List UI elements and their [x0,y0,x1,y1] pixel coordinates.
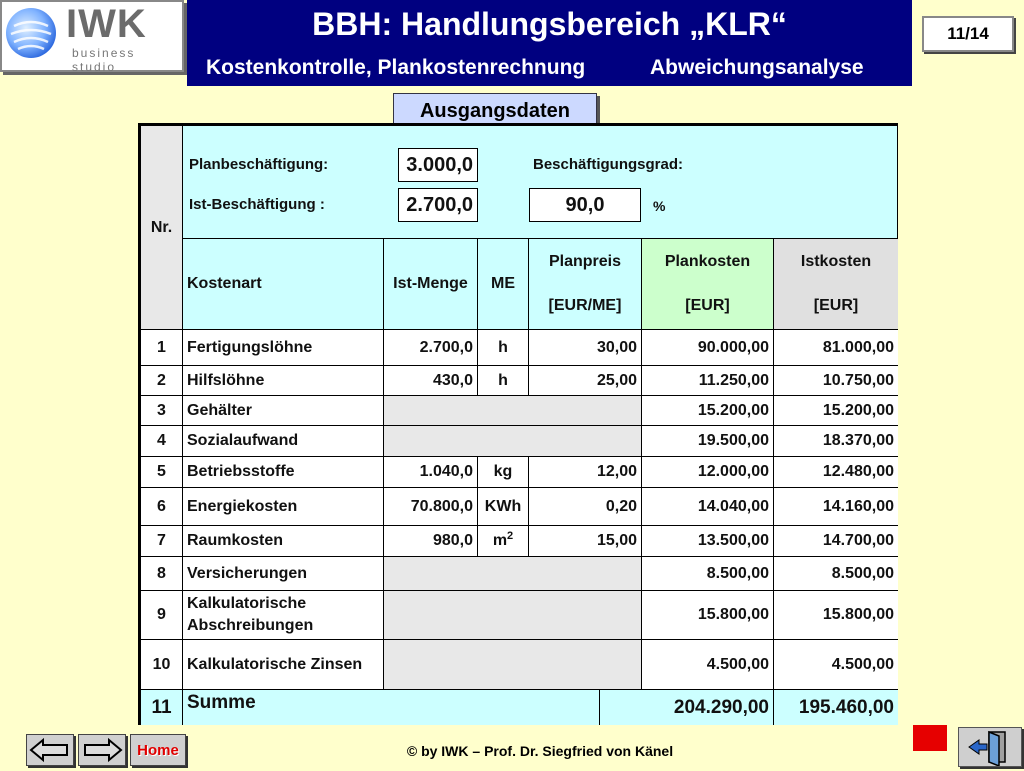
header-ist-menge: Ist-Menge [384,239,478,330]
cell-kostenart [183,591,384,640]
nr-header [141,126,183,330]
logo [0,0,184,72]
cell-kostenart: Hilfslöhne [183,366,384,396]
cell-kostenart: Sozialaufwand [183,426,384,457]
cell-me-superscript: 2 [507,530,514,542]
cell-nr: 7 [141,526,183,557]
cell-plan: 19.500,00 [642,426,774,457]
exit-button[interactable] [958,727,1022,767]
cell-menge: 980,0 [384,526,478,557]
cell-nr: 10 [141,640,183,690]
copyright: © by IWK – Prof. Dr. Siegfried von Känel [406,743,674,759]
header-planpreis [529,239,642,330]
cell-ist: 15.200,00 [774,396,898,426]
ausgangsdaten-button[interactable]: Ausgangsdaten [393,93,597,129]
cell-kostenart: Raumkosten [183,526,384,557]
cell-ist: 15.800,00 [774,591,898,640]
empty-grey-cell [384,557,642,591]
subtitle-right: Abweichungsanalyse [650,56,864,79]
cell-nr: 9 [141,591,183,640]
cell-nr: 1 [141,330,183,366]
empty-grey-cell [384,396,642,426]
nr-header-label: Nr. [150,218,173,236]
cell-kostenart: Energiekosten [183,488,384,526]
logo-text: IWK [66,2,147,46]
empty-grey-cell [384,591,642,640]
cell-nr: 6 [141,488,183,526]
header-plankosten-label: Plankosten [664,253,751,270]
arrow-left-icon [27,735,73,765]
plan-input[interactable]: 3.000,0 [398,148,478,182]
header-istkosten-unit: [EUR] [813,297,859,314]
header-kostenart: Kostenart [183,239,384,330]
logo-subtext: business studio [72,46,136,74]
cell-plan: 8.500,00 [642,557,774,591]
cell-plan: 4.500,00 [642,640,774,690]
ist-input[interactable]: 2.700,0 [398,188,478,222]
cell-ist: 81.000,00 [774,330,898,366]
header-istkosten-label: Istkosten [800,253,872,270]
cell-menge: 70.800,0 [384,488,478,526]
cell-me: KWh [478,488,529,526]
cell-me-base: m [492,532,508,549]
summe-istkosten: 195.460,00 [774,690,898,725]
header-me: ME [478,239,529,330]
cell-plan: 15.800,00 [642,591,774,640]
cell-ist: 4.500,00 [774,640,898,690]
summe-label: Summe [183,690,600,725]
summe-nr: 11 [141,690,183,725]
cell-plan: 14.040,00 [642,488,774,526]
cell-kostenart: Fertigungslöhne [183,330,384,366]
cell-kostenart: Versicherungen [183,557,384,591]
cell-nr: 5 [141,457,183,488]
cell-plan: 13.500,00 [642,526,774,557]
cell-me [478,526,529,557]
summe-plankosten: 204.290,00 [600,690,774,725]
cell-menge: 2.700,0 [384,330,478,366]
empty-grey-cell [384,640,642,690]
cell-nr: 3 [141,396,183,426]
forward-button[interactable] [78,734,126,766]
cell-kostenart: Kalkulatorische Zinsen [183,640,384,690]
cell-ist: 18.370,00 [774,426,898,457]
cell-ist: 8.500,00 [774,557,898,591]
cell-plan: 15.200,00 [642,396,774,426]
cell-preis: 12,00 [529,457,642,488]
ist-label: Ist-Beschäftigung : [189,196,325,213]
header-plankosten [642,239,774,330]
cell-ist: 12.480,00 [774,457,898,488]
empty-grey-cell [384,426,642,457]
cell-kostenart: Gehälter [183,396,384,426]
cell-me: kg [478,457,529,488]
cell-nr: 4 [141,426,183,457]
cost-table [138,123,898,725]
back-button[interactable] [26,734,74,766]
cell-preis: 0,20 [529,488,642,526]
subtitle-left: Kostenkontrolle, Plankostenrechnung [206,56,586,79]
cell-preis: 25,00 [529,366,642,396]
cell-nr: 8 [141,557,183,591]
exit-door-icon [959,728,1021,766]
cell-ist: 14.160,00 [774,488,898,526]
cell-plan: 90.000,00 [642,330,774,366]
red-marker [913,725,947,751]
cell-ist: 14.700,00 [774,526,898,557]
page-indicator: 11/14 [922,16,1014,52]
cell-me: h [478,366,529,396]
header-plankosten-unit: [EUR] [685,297,730,314]
grad-input[interactable]: 90,0 [529,188,641,222]
page-title: BBH: Handlungsbereich „KLR“ [312,6,787,42]
home-label: Home [137,741,179,759]
grad-label: Beschäftigungsgrad: [533,156,684,173]
cell-menge: 430,0 [384,366,478,396]
cell-kostenart-line2: Abschreibungen [187,617,314,634]
header-planpreis-label: Planpreis [548,253,622,270]
input-area [183,126,898,239]
cell-kostenart: Betriebsstoffe [183,457,384,488]
cell-preis: 30,00 [529,330,642,366]
plan-label: Planbeschäftigung: [189,156,329,173]
cell-plan: 11.250,00 [642,366,774,396]
cell-menge: 1.040,0 [384,457,478,488]
cell-me: h [478,330,529,366]
home-button[interactable] [130,734,186,766]
cell-ist: 10.750,00 [774,366,898,396]
header-planpreis-unit: [EUR/ME] [548,297,622,314]
arrow-right-icon [79,735,125,765]
cell-nr: 2 [141,366,183,396]
header-istkosten [774,239,898,330]
cell-preis: 15,00 [529,526,642,557]
cell-plan: 12.000,00 [642,457,774,488]
cell-kostenart-line1: Kalkulatorische [187,595,307,612]
grad-unit: % [653,198,666,214]
globe-logo-icon [6,8,56,58]
